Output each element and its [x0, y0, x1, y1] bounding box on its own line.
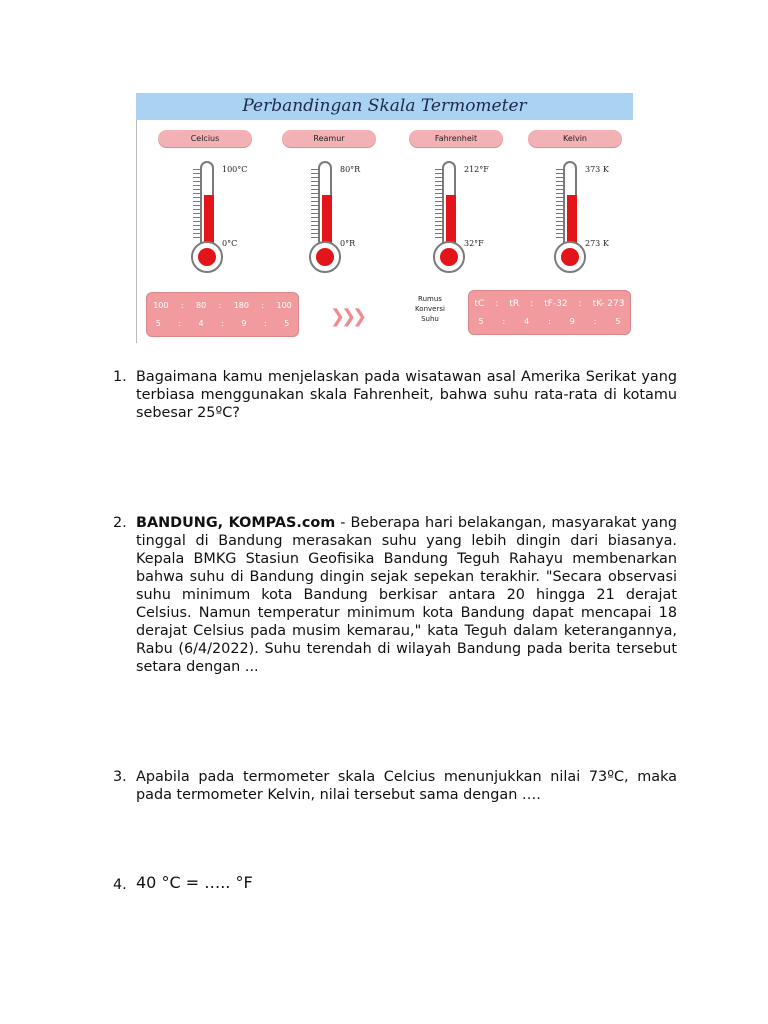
ratio-cell: :	[261, 301, 265, 310]
ratio-row-values	[147, 301, 298, 310]
low-mark: 0°R	[340, 239, 356, 248]
formula-cell: :	[495, 299, 499, 309]
question-body: Bagaimana kamu menjelaskan pada wisatawan asal Amerika Serikat yang terbiasa menggunakan skala Fahrenheit, bahwa suhu rata-rata di kotamu sebesar 25ºC?	[136, 369, 677, 421]
high-mark: 100°C	[222, 165, 248, 174]
question-number: 2.	[113, 515, 127, 531]
question-body: Apabila pada termometer skala Celcius menunjukkan nilai 73ºC, maka pada termometer Kelvin, nilai tersebut sama dengan ….	[136, 769, 677, 803]
formula-cell: 9	[569, 317, 575, 326]
high-mark: 373 K	[585, 165, 609, 174]
ratio-cell: 80	[196, 301, 207, 310]
formula-cell: tF-32	[544, 299, 568, 309]
low-mark: 32°F	[464, 239, 484, 248]
formula-row-variables	[469, 299, 630, 309]
formula-cell: 5	[615, 317, 621, 326]
formula-cell: 5	[478, 317, 484, 326]
question-body: 40 °C = ….. °F	[136, 873, 253, 892]
tick-marks	[556, 169, 564, 239]
question-number: 3.	[113, 769, 127, 785]
infographic-title: Perbandingan Skala Termometer	[242, 96, 527, 116]
ratio-cell: :	[221, 319, 224, 328]
scale-label-celcius: Celcius	[158, 130, 252, 147]
question-text	[136, 514, 677, 676]
ratio-cell: 9	[241, 319, 247, 328]
formula-cell: :	[578, 299, 582, 309]
formula-caption: Rumus Konversi Suhu	[415, 295, 445, 323]
thermometer-comparison-infographic	[136, 93, 633, 343]
formula-row-ratio	[469, 317, 630, 326]
question-text	[136, 768, 677, 804]
question-number: 4.	[113, 877, 127, 893]
thermometer-kelvin	[541, 161, 609, 276]
news-dateline: BANDUNG, KOMPAS.com	[136, 515, 336, 531]
ratio-cell: :	[178, 319, 182, 328]
ratio-cell: 5	[284, 319, 290, 328]
low-mark: 273 K	[585, 239, 609, 248]
ratio-cell: :	[263, 319, 267, 328]
ratio-cell: 5	[155, 319, 161, 328]
thermometer-bulb	[433, 241, 465, 273]
ratio-cell: :	[180, 301, 184, 310]
formula-cell: tR	[509, 299, 520, 309]
thermometer-celcius	[178, 161, 248, 276]
ratio-cell: 100	[276, 301, 292, 310]
ratio-cell: 4	[198, 319, 204, 328]
formula-cell: :	[530, 299, 534, 309]
question-text	[136, 874, 677, 892]
high-mark: 212°F	[464, 165, 489, 174]
question-body: - Beberapa hari belakangan, masyarakat yang tinggal di Bandung merasakan suhu yang lebih dingin dari biasanya. Kepala BMKG Stasiun Geofisika Bandung Teguh Rahayu membenarkan bahwa suhu di Bandung dingin sejak sepekan terakhir. "Secara observasi suhu minimum kota Bandung berkisar antara 20 hingga 21 derajat Celsius. Namun temperatur minimum kota Bandung dapat mencapai 18 derajat Celsius pada musim kemarau," kata Teguh dalam keterangannya, Rabu (6/4/2022). Suhu terendah di wilayah Bandung pada berita tersebut setara dengan ...	[136, 515, 677, 675]
divider	[136, 120, 137, 343]
ratio-cell: 180	[233, 301, 249, 310]
thermometer-bulb	[309, 241, 341, 273]
formula-cell: :	[548, 317, 551, 326]
ratio-row-simplified	[147, 319, 298, 328]
formula-cell: tK- 273	[592, 299, 625, 309]
chevron-arrows-icon: ❯❯❯	[330, 306, 364, 327]
tick-marks	[435, 169, 443, 239]
thermometer-reamur	[296, 161, 361, 276]
question-number: 1.	[113, 369, 127, 385]
thermometer-bulb	[191, 241, 223, 273]
scale-label-fahrenheit: Fahrenheit	[409, 130, 503, 147]
formula-cell: :	[502, 317, 506, 326]
tick-marks	[311, 169, 319, 239]
conversion-formula-box	[468, 290, 631, 335]
formula-cell: tC	[474, 299, 485, 309]
low-mark: 0°C	[222, 239, 238, 248]
scale-label-kelvin: Kelvin	[528, 130, 622, 147]
scale-label-reamur: Reamur	[282, 130, 376, 147]
formula-cell: 4	[524, 317, 530, 326]
scale-ratio-box	[146, 292, 299, 337]
tick-marks	[193, 169, 201, 239]
high-mark: 80°R	[340, 165, 361, 174]
thermometer-bulb	[554, 241, 586, 273]
ratio-cell: 100	[153, 301, 169, 310]
ratio-cell: :	[218, 301, 222, 310]
formula-cell: :	[593, 317, 597, 326]
thermometer-fahrenheit	[420, 161, 489, 276]
question-text	[136, 368, 677, 422]
